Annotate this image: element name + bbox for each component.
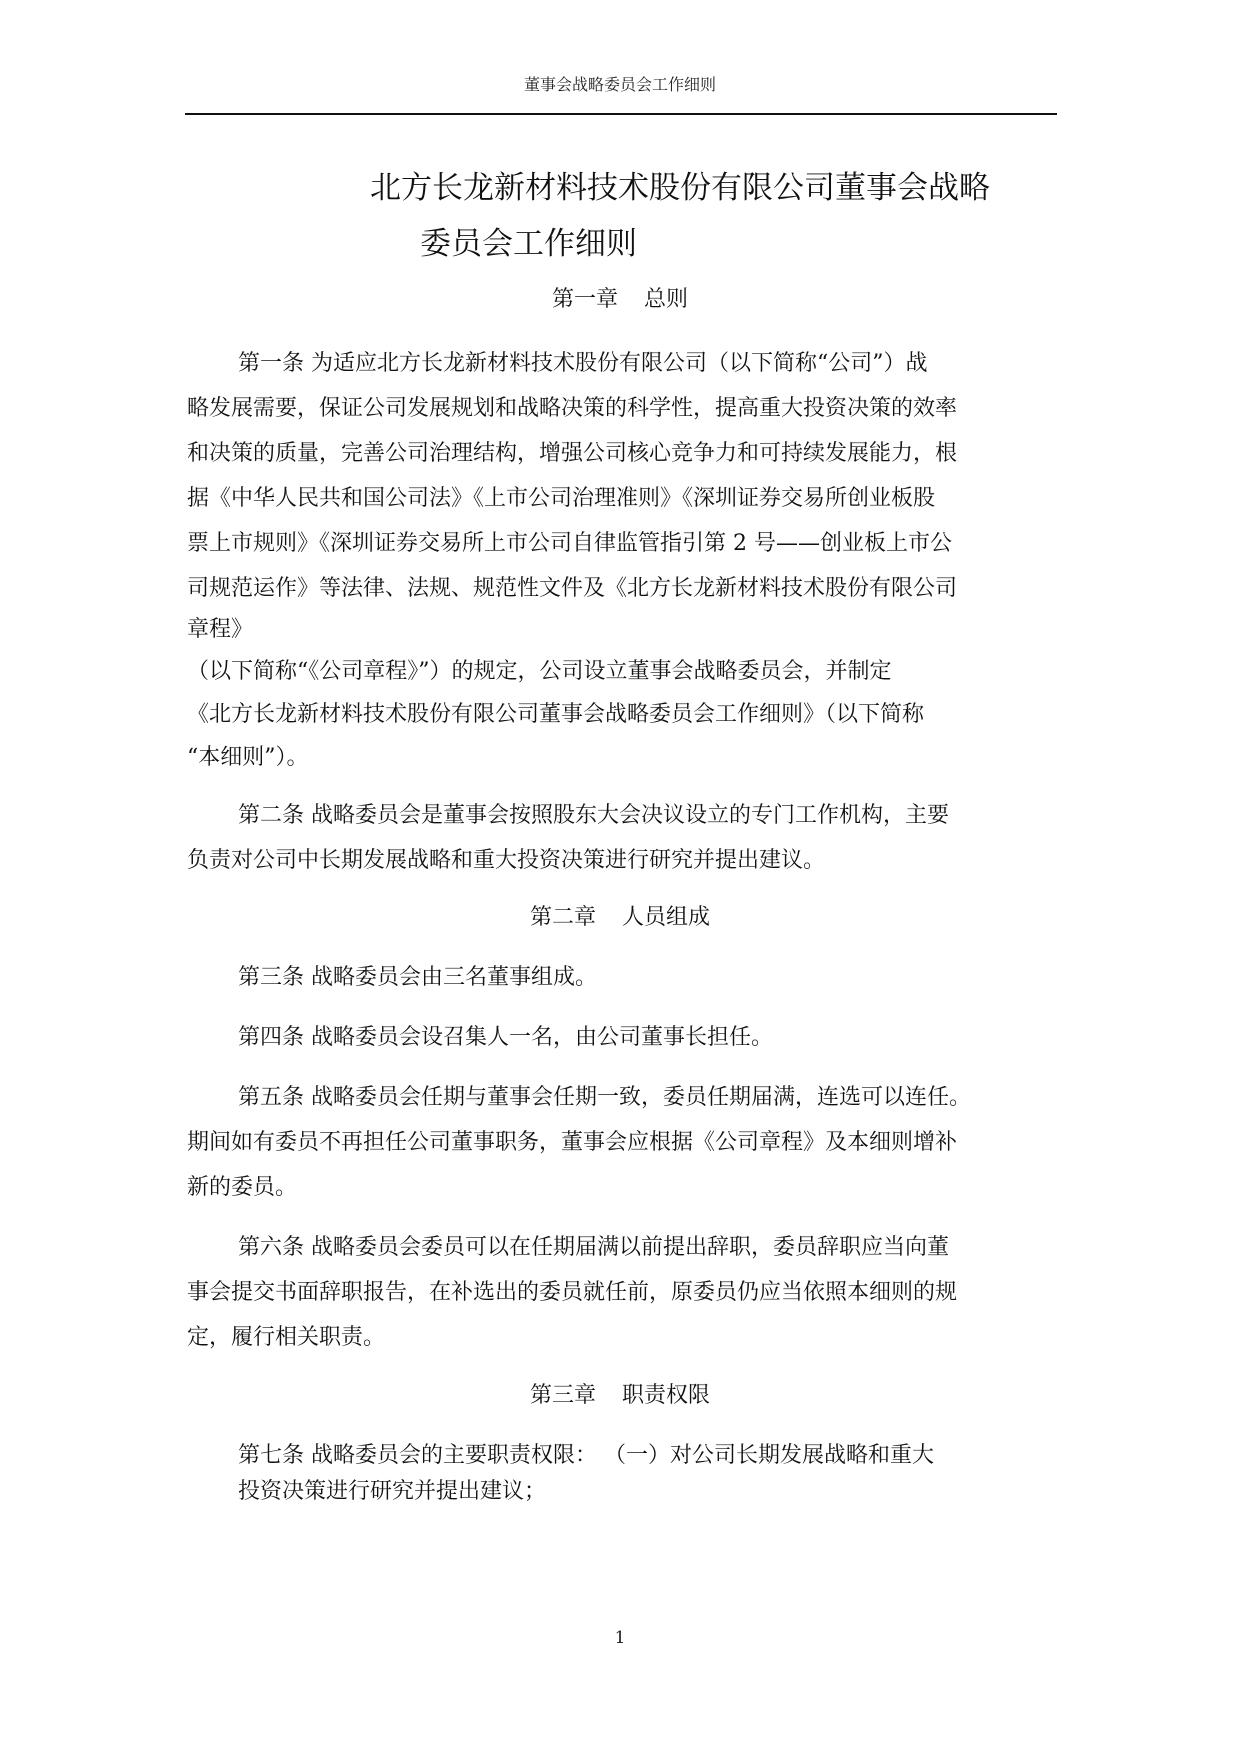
chapter-number: 第三章 (529, 1383, 596, 1408)
article-6-line: 定，履行相关职责。 (187, 1325, 386, 1350)
article-1-line: （以下简称“《公司章程》”）的规定，公司设立董事会战略委员会，并制定 (187, 659, 892, 684)
article-5-line: 新的委员。 (187, 1175, 298, 1200)
chapter-name: 总则 (644, 287, 689, 312)
article-3-line: 第三条 战略委员会由三名董事组成。 (238, 965, 597, 990)
article-1-line: 据《中华人民共和国公司法》《上市公司治理准则》《深圳证券交易所创业板股 (187, 486, 936, 511)
article-7-line: 投资决策进行研究并提出建议； (238, 1479, 547, 1504)
article-5-line: 第五条 战略委员会任期与董事会任期一致，委员任期届满，连选可以连任。 (238, 1085, 971, 1110)
chapter-name: 职责权限 (622, 1383, 711, 1408)
article-1-line: 票上市规则》《深圳证券交易所上市公司自律监管指引第 2 号——创业板上市公 (187, 531, 952, 556)
chapter-heading-2 (0, 900, 1240, 931)
header-rule (185, 113, 1057, 115)
article-1-line: “本细则”）。 (187, 745, 309, 770)
article-1-line: 和决策的质量，完善公司治理结构，增强公司核心竞争力和可持续发展能力，根 (187, 441, 958, 466)
article-1-line: 略发展需要，保证公司发展规划和战略决策的科学性，提高重大投资决策的效率 (187, 396, 958, 421)
article-1-line: 第一条 为适应北方长龙新材料技术股份有限公司（以下简称“公司”）战 (238, 351, 928, 376)
document-title-line-1: 北方长龙新材料技术股份有限公司董事会战略 (370, 170, 990, 206)
chapter-name: 人员组成 (622, 905, 711, 930)
article-1-line: 《北方长龙新材料技术股份有限公司董事会战略委员会工作细则》（以下简称 (187, 702, 925, 727)
article-6-line: 第六条 战略委员会委员可以在任期届满以前提出辞职，委员辞职应当向董 (238, 1235, 949, 1260)
chapter-heading-1 (0, 282, 1240, 313)
chapter-number: 第一章 (551, 287, 618, 312)
article-1-line: 章程》 (187, 617, 254, 642)
chapter-heading-3 (0, 1378, 1240, 1409)
document-title-line-2: 委员会工作细则 (420, 226, 637, 262)
article-2-line: 第二条 战略委员会是董事会按照股东大会决议设立的专门工作机构，主要 (238, 803, 949, 828)
article-2-line: 负责对公司中长期发展战略和重大投资决策进行研究并提出建议。 (187, 848, 826, 873)
article-5-line: 期间如有委员不再担任公司董事职务，董事会应根据《公司章程》及本细则增补 (187, 1130, 958, 1155)
article-1-line: 司规范运作》等法律、法规、规范性文件及《北方长龙新材料技术股份有限公司 (187, 576, 958, 601)
article-4-line: 第四条 战略委员会设召集人一名，由公司董事长担任。 (238, 1025, 773, 1050)
running-header: 董事会战略委员会工作细则 (523, 75, 716, 94)
page-number: 1 (614, 1628, 626, 1648)
article-7-line: 第七条 战略委员会的主要职责权限： （一）对公司长期发展战略和重大 (238, 1443, 934, 1468)
article-6-line: 事会提交书面辞职报告，在补选出的委员就任前，原委员仍应当依照本细则的规 (187, 1280, 958, 1305)
chapter-number: 第二章 (529, 905, 596, 930)
